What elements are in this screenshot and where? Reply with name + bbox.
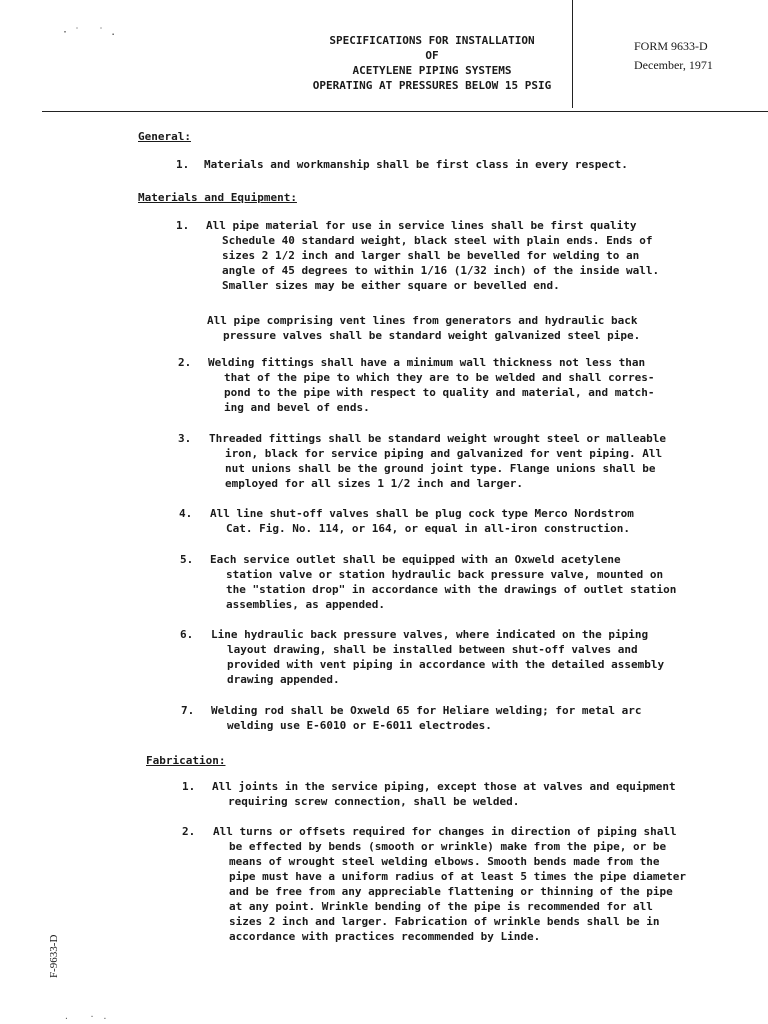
item-number: 2. — [178, 356, 192, 369]
item-text — [207, 313, 640, 343]
item-number: 1. — [176, 158, 190, 171]
item-text — [208, 355, 654, 415]
item-line: means of wrought steel welding elbows. Smooth bends made from the — [229, 855, 660, 868]
item-line: the "station drop" in accordance with the drawings of outlet station — [226, 583, 677, 596]
item-line: Cat. Fig. No. 114, or 164, or equal in all-iron construction. — [226, 522, 630, 535]
item-number: 6. — [180, 628, 194, 641]
item-line: provided with vent piping in accordance with the detailed assembly — [227, 658, 665, 671]
item-line: assemblies, as appended. — [226, 598, 385, 611]
item-line: iron, black for service piping and galvanized for vent piping. All — [225, 447, 663, 460]
item-text — [213, 824, 686, 944]
item-text — [204, 157, 628, 172]
item-number: 5. — [180, 553, 194, 566]
item-number: 4. — [179, 507, 193, 520]
item-line: All joints in the service piping, except those at valves and equipment — [212, 780, 676, 793]
item-number: 3. — [178, 432, 192, 445]
item-line: Welding rod shall be Oxweld 65 for Heliare welding; for metal arc — [211, 704, 642, 717]
item-line: Line hydraulic back pressure valves, where indicated on the piping — [211, 628, 649, 641]
item-text — [206, 218, 659, 293]
item-line: employed for all sizes 1 1/2 inch and larger. — [225, 477, 524, 490]
item-line: pressure valves shall be standard weight galvanized steel pipe. — [223, 329, 641, 342]
title-line: ACETYLENE PIPING SYSTEMS — [352, 64, 512, 77]
item-line: sizes 2 inch and larger. Fabrication of wrinkle bends shall be in — [229, 915, 660, 928]
item-line: Smaller sizes may be either square or bevelled end. — [222, 279, 560, 292]
item-line: All turns or offsets required for changes in direction of piping shall — [213, 825, 677, 838]
section-heading-materials: Materials and Equipment: — [138, 191, 297, 204]
side-form-label: F-9633-D — [48, 934, 60, 978]
item-text — [209, 431, 666, 491]
item-line: accordance with practices recommended by Linde. — [229, 930, 541, 943]
item-text — [211, 703, 641, 733]
item-line: drawing appended. — [227, 673, 340, 686]
item-line: that of the pipe to which they are to be welded and shall corres- — [224, 371, 655, 384]
item-line: ing and bevel of ends. — [224, 401, 370, 414]
item-line: be effected by bends (smooth or wrinkle) make from the pipe, or be — [229, 840, 667, 853]
item-text — [212, 779, 676, 809]
item-line: Materials and workmanship shall be first class in every respect. — [204, 158, 628, 171]
item-number: 1. — [176, 219, 190, 232]
scan-specks-bottom: . ·. — [64, 1012, 116, 1021]
item-line: All pipe material for use in service lines shall be first quality — [206, 219, 637, 232]
item-line: All pipe comprising vent lines from generators and hydraulic back — [207, 314, 638, 327]
item-line: Welding fittings shall have a minimum wall thickness not less than — [208, 356, 646, 369]
form-info — [634, 37, 713, 75]
item-number: 2. — [182, 825, 196, 838]
item-line: at any point. Wrinkle bending of the pipe is recommended for all — [229, 900, 653, 913]
item-line: and be free from any appreciable flattening or thinning of the pipe — [229, 885, 673, 898]
title-line: OF — [425, 49, 439, 62]
item-line: pond to the pipe with respect to quality and material, and match- — [224, 386, 655, 399]
item-line: sizes 2 1/2 inch and larger shall be bevelled for welding to an — [222, 249, 640, 262]
title-line: SPECIFICATIONS FOR INSTALLATION — [329, 34, 535, 47]
section-heading-fabrication: Fabrication: — [146, 754, 226, 767]
section-heading-general: General: — [138, 130, 191, 143]
item-line: Each service outlet shall be equipped with an Oxweld acetylene — [210, 553, 621, 566]
item-line: station valve or station hydraulic back pressure valve, mounted on — [226, 568, 664, 581]
item-line: layout drawing, shall be installed between shut-off valves and — [227, 643, 638, 656]
item-line: pipe must have a uniform radius of at least 5 times the pipe diameter — [229, 870, 686, 883]
item-number: 7. — [181, 704, 195, 717]
item-line: angle of 45 degrees to within 1/16 (1/32 inch) of the inside wall. — [222, 264, 660, 277]
item-text — [211, 627, 664, 687]
form-date: December, 1971 — [634, 58, 713, 72]
item-line: requiring screw connection, shall be welded. — [228, 795, 520, 808]
item-line: All line shut-off valves shall be plug cock type Merco Nordstrom — [210, 507, 634, 520]
item-line: Schedule 40 standard weight, black steel with plain ends. Ends of — [222, 234, 653, 247]
document-title — [290, 33, 574, 93]
item-text — [210, 506, 634, 536]
item-number: 1. — [182, 780, 196, 793]
header-horizontal-rule — [42, 111, 768, 112]
scan-specks: ·˙ ˙. — [62, 27, 123, 38]
item-line: welding use E-6010 or E-6011 electrodes. — [227, 719, 492, 732]
header-vertical-rule — [572, 0, 573, 108]
item-line: nut unions shall be the ground joint type. Flange unions shall be — [225, 462, 656, 475]
form-number: FORM 9633-D — [634, 39, 708, 53]
item-line: Threaded fittings shall be standard weight wrought steel or malleable — [209, 432, 666, 445]
item-text — [210, 552, 676, 612]
title-line: OPERATING AT PRESSURES BELOW 15 PSIG — [312, 79, 552, 92]
